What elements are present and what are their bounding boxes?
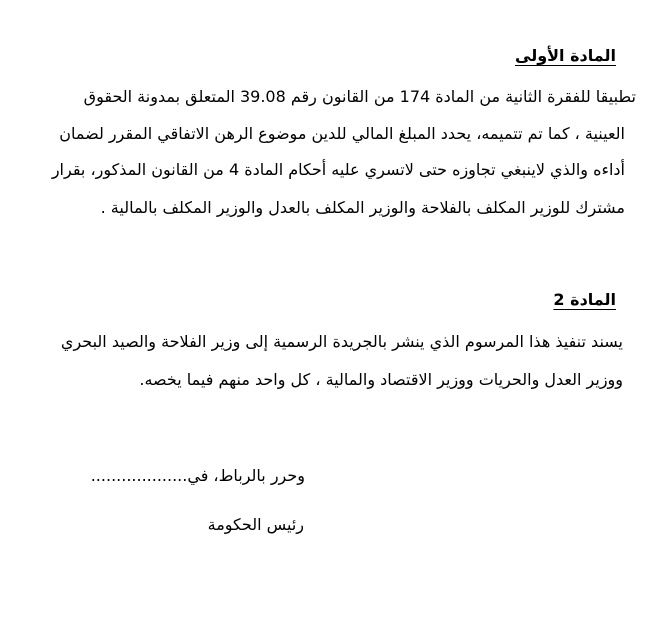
- article-1-heading: المادة الأولى: [515, 46, 616, 65]
- article-1-line-2: العينية ، كما تم تتميمه، يحدد المبلغ المالي للدين موضوع الرهن الاتفاقي المقرر لضمان: [59, 124, 625, 143]
- article-2-line-2: ووزير العدل والحريات ووزير الاقتصاد والمالية ، كل واحد منهم فيما يخصه.: [139, 370, 623, 389]
- article-1-line-4: مشترك للوزير المكلف بالفلاحة والوزير المكلف بالعدل والوزير المكلف بالمالية .: [100, 198, 625, 217]
- article-1-line-1: تطبيقا للفقرة الثانية من المادة 174 من القانون رقم 39.08 المتعلق بمدونة الحقوق: [83, 87, 636, 106]
- signature-title: رئيس الحكومة: [207, 515, 304, 534]
- article-2-heading: المادة 2: [553, 290, 616, 309]
- signature-place-date: وحرر بالرباط، في...................: [90, 466, 305, 485]
- article-1-line-3: أداءه والذي لاينبغي تجاوزه حتى لاتسري عليه أحكام المادة 4 من القانون المذكور، بقرار: [51, 160, 625, 179]
- article-2-line-1: يسند تنفيذ هذا المرسوم الذي ينشر بالجريدة الرسمية إلى وزير الفلاحة والصيد البحري: [60, 332, 623, 351]
